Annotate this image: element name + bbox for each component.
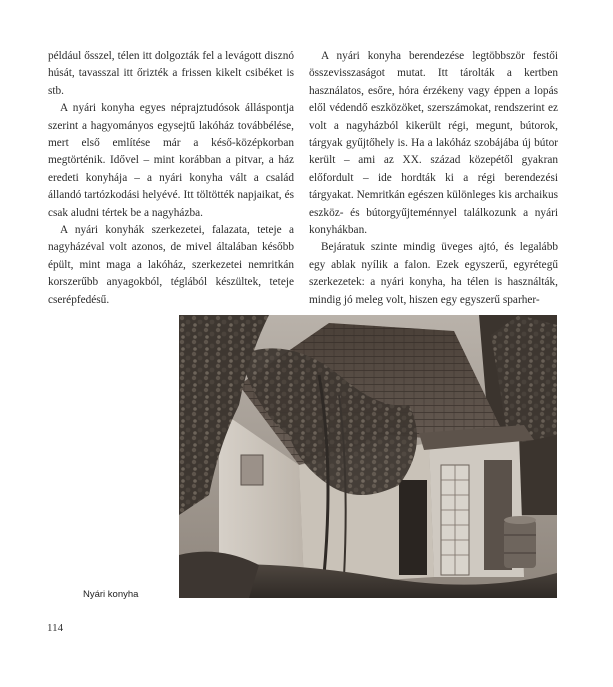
figure-caption: Nyári konyha [83,589,139,600]
text-column-right [309,48,558,309]
summer-kitchen-photo [179,315,557,598]
paragraph: A nyári konyha berendezése legtöbbször festői összevisszaságot mutat. Itt tárolták a kertben használatos, esőre, hóra érzékeny vagy éppen a lopás elől védendő eszközöket, szerszámokat, rendszerint ez volt a nagyházból kikerült régi, megunt, bútorok, tárgyak gyűjtőhely is. Ha a lakóház szobájába új bútor került – ami az XX. század közepétől gyakran előfordult – ide hordták ki a régi berendezési tárgyakat. Nemritkán egészen különleges kis archaikus eszköz- és bútorgyűjteménnyel találkozunk a nyári konyhákban. [309,50,558,237]
paragraph: Bejáratuk szinte mindig üveges ajtó, és legalább egy ablak nyílik a falon. Ezek egyszerű, egyrétegű szerkezetek: a nyári konyha, ha télen is használták, mindig jó meleg volt, hiszen egy egyszerű sparher- [309,241,558,306]
paragraph: például ősszel, télen itt dolgozták fel a levágott disznó húsát, tavasszal itt őrizték a frissen kikelt csibéket is stb. [48,50,294,97]
page-number: 114 [47,622,64,634]
paragraph: A nyári konyhák szerkezetei, falazata, teteje a nagyházéval volt azonos, de mivel általában később épült, mint maga a lakóház, szerkezetei nemritkán korszerűbb anyagokból, téglából készültek, teteje cserépfedésű. [48,224,294,306]
text-column-left [48,48,294,309]
paragraph: A nyári konyha egyes néprajztudósok álláspontja szerint a hagyományos egysejtű lakóház továbbélése, mert első említése már a késő-középkorban megtörténik. Idővel – mint korábban a pitvar, a ház eredeti konyhája – a nyári konyha vált a család állandó tartózkodási helyévé. Itt töltötték napjaikat, és csak aludni tértek be a nagyházba. [48,102,294,219]
